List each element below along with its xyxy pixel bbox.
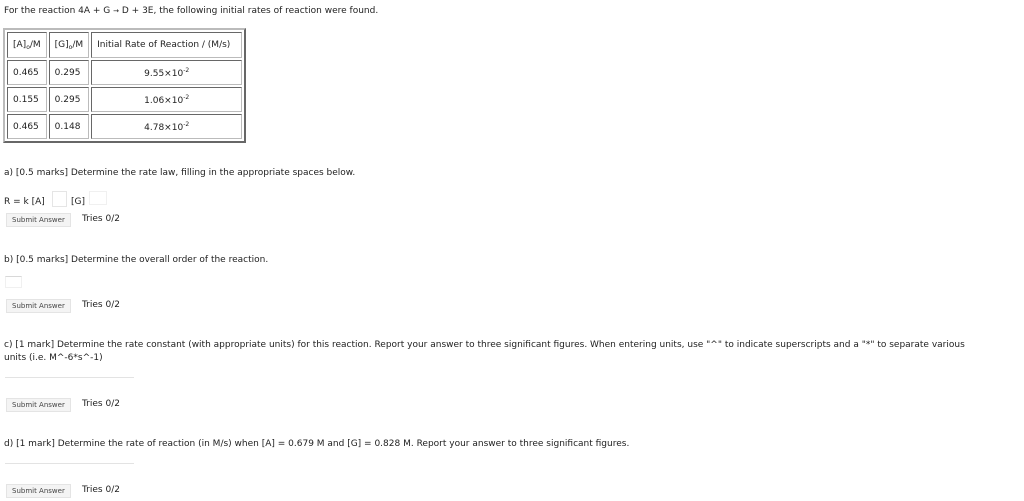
rate-of-reaction-input[interactable]: [5, 463, 134, 464]
part-d-tries: Tries 0/2: [82, 485, 120, 495]
cell-rate: $4.78\times 10^{-2}$: [91, 114, 242, 139]
cell-rate: $9.55\times 10^{-2}$: [91, 60, 242, 85]
order-g-input[interactable]: [89, 191, 107, 205]
intro-suffix: D + 3E, the following initial rates of reaction were found.: [119, 6, 379, 16]
cell-rate: $1.06\times 10^{-2}$: [91, 87, 242, 112]
part-d-question: d) [1 mark] Determine the rate of reaction (in M/s) when [A] = 0.679 M and [G] = 0.828 M. Report your answer to three significant figures.: [4, 439, 630, 449]
part-c-question-line2: units (i.e. M^-6*s^-1): [4, 353, 103, 363]
part-b-submit-button[interactable]: Submit Answer: [6, 299, 71, 313]
reaction-arrow-icon: →: [113, 7, 120, 15]
intro-text: [4, 6, 378, 16]
header-g-conc: $[G]_o/M$: [49, 32, 89, 58]
header-rate: Initial Rate of Reaction / (M/s): [91, 32, 242, 58]
cell-a: 0.155: [7, 87, 47, 112]
table-row: [7, 60, 242, 85]
part-c-question-line1: c) [1 mark] Determine the rate constant (with appropriate units) for this reaction. Report your answer to three significant figures. When entering units, use "^" to indicate superscripts and a "*" to separate various: [4, 340, 965, 350]
part-c-tries: Tries 0/2: [82, 399, 120, 409]
part-b-tries: Tries 0/2: [82, 300, 120, 310]
rate-data-table: [3, 28, 246, 143]
part-d-submit-button[interactable]: Submit Answer: [6, 484, 71, 498]
cell-g: 0.148: [49, 114, 89, 139]
cell-g: 0.295: [49, 60, 89, 85]
order-a-input[interactable]: [52, 191, 67, 207]
part-b-question: b) [0.5 marks] Determine the overall order of the reaction.: [4, 255, 269, 265]
cell-g: 0.295: [49, 87, 89, 112]
rate-law-prefix: R = k [A]: [4, 197, 45, 207]
part-a-submit-button[interactable]: Submit Answer: [6, 213, 71, 227]
overall-order-input[interactable]: [5, 276, 22, 288]
part-c-submit-button[interactable]: Submit Answer: [6, 398, 71, 412]
cell-a: 0.465: [7, 60, 47, 85]
intro-prefix: For the reaction 4A + G: [4, 6, 114, 16]
table-row: [7, 87, 242, 112]
part-a-tries: Tries 0/2: [82, 214, 120, 224]
header-a-conc: $[A]_o/M$: [7, 32, 47, 58]
table-row: [7, 114, 242, 139]
table-header-row: [7, 32, 242, 58]
rate-constant-input[interactable]: [5, 377, 134, 378]
rate-law-g: [G]: [71, 197, 85, 207]
cell-a: 0.465: [7, 114, 47, 139]
part-a-question: a) [0.5 marks] Determine the rate law, filling in the appropriate spaces below.: [4, 168, 356, 178]
